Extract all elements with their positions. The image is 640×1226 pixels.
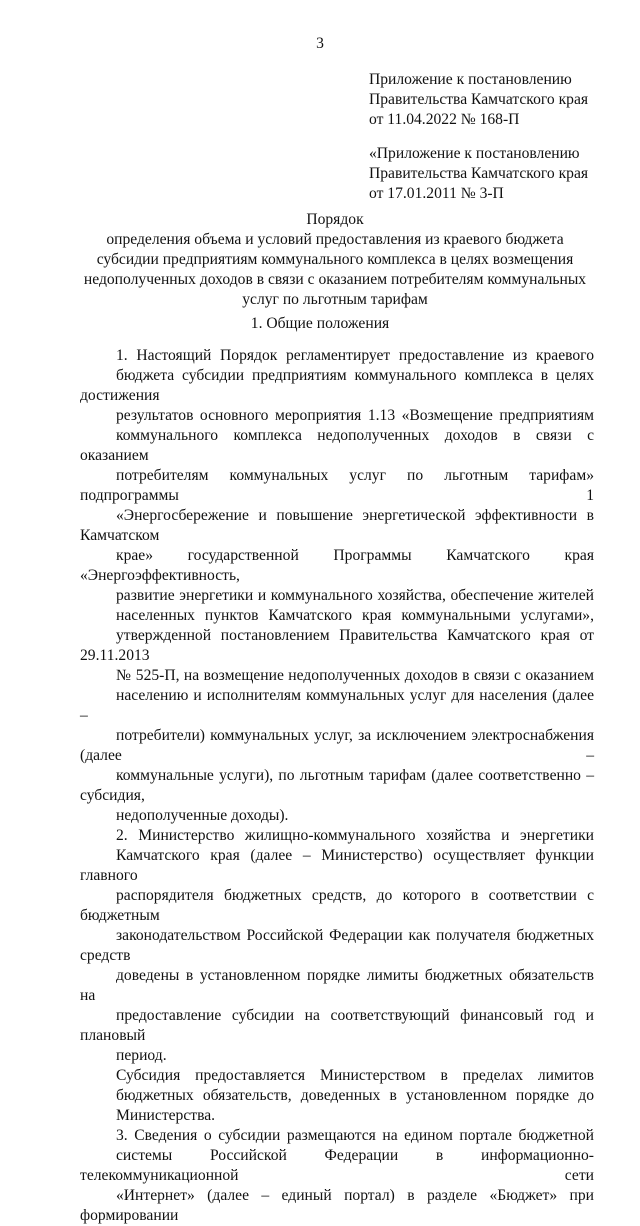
paragraph-line: коммунального комплекса недополученных доходов в связи с оказанием xyxy=(80,427,594,464)
approval-line: Приложение к постановлению xyxy=(369,71,572,88)
title-line: недополученных доходов в связи с оказанием потребителям коммунальных xyxy=(83,271,587,288)
paragraph-line: коммунальные услуги), по льготным тарифам (далее соответственно – субсидия, xyxy=(80,767,594,804)
paragraph-line: крае» государственной Программы Камчатского края «Энергоэффективность, xyxy=(80,547,594,584)
paragraph-line: потребители) коммунальных услуг, за исключением электроснабжения (далее – xyxy=(80,727,594,764)
approval-line: Правительства Камчатского края xyxy=(369,165,589,182)
paragraph-line: 3. Сведения о субсидии размещаются на едином портале бюджетной xyxy=(116,1127,594,1144)
paragraph-line: «Интернет» (далее – единый портал) в разделе «Бюджет» при формировании xyxy=(80,1187,594,1224)
paragraph-line: 2. Министерство жилищно-коммунального хозяйства и энергетики xyxy=(116,827,594,844)
paragraph-line: бюджетных обязательств, доведенных в установленном порядке до xyxy=(116,1087,594,1104)
section-heading: 1. Общие положения xyxy=(250,315,390,332)
paragraph-line: Субсидия предоставляется Министерством в пределах лимитов xyxy=(116,1067,594,1084)
body-paragraph xyxy=(80,826,594,1066)
paragraph-line: законодательством Российской Федерации как получателя бюджетных средств xyxy=(80,927,594,964)
paragraph-line: № 525-П, на возмещение недополученных доходов в связи с оказанием xyxy=(116,667,594,684)
paragraph-line: предоставление субсидии на соответствующий финансовый год и плановый xyxy=(80,1007,594,1044)
title-line: Порядок xyxy=(306,211,364,228)
body-paragraph xyxy=(80,1066,594,1126)
document-title xyxy=(80,210,590,310)
paragraph-line: системы Российской Федерации в информационно-телекоммуникационной сети xyxy=(80,1147,594,1184)
approval-stamp-original xyxy=(369,144,619,204)
paragraph-line: населенных пунктов Камчатского края коммунальными услугами», xyxy=(116,607,594,624)
page-number: 3 xyxy=(316,35,324,52)
paragraph-line: Министерства. xyxy=(116,1107,216,1124)
paragraph-line: потребителям коммунальных услуг по льготным тарифам» подпрограммы 1 xyxy=(80,467,594,504)
title-line: услуг по льготным тарифам xyxy=(242,291,428,308)
paragraph-line: период. xyxy=(116,1047,167,1064)
title-line: определения объема и условий предоставления из краевого бюджета xyxy=(106,231,564,248)
paragraph-line: доведены в установленном порядке лимиты бюджетных обязательств на xyxy=(80,967,594,1004)
body-paragraph xyxy=(80,346,594,826)
paragraph-line: недополученные доходы). xyxy=(116,807,289,824)
paragraph-line: развитие энергетики и коммунального хозяйства, обеспечение жителей xyxy=(116,587,594,604)
paragraph-line: бюджета субсидии предприятиям коммунального комплекса в целях достижения xyxy=(80,367,594,404)
approval-line: от 17.01.2011 № 3-П xyxy=(369,185,504,202)
approval-line: Правительства Камчатского края xyxy=(369,91,589,108)
paragraph-line: результатов основного мероприятия 1.13 «Возмещение предприятиям xyxy=(116,407,594,424)
approval-stamp-current xyxy=(369,70,619,130)
approval-line: «Приложение к постановлению xyxy=(369,145,580,162)
paragraph-line: утвержденной постановлением Правительства Камчатского края от 29.11.2013 xyxy=(80,627,594,664)
title-line: субсидии предприятиям коммунального комплекса в целях возмещения xyxy=(96,251,574,268)
paragraph-line: распорядителя бюджетных средств, до которого в соответствии с бюджетным xyxy=(80,887,594,924)
paragraph-line: населению и исполнителям коммунальных услуг для населения (далее – xyxy=(80,687,594,724)
approval-line: от 11.04.2022 № 168-П xyxy=(369,111,520,128)
paragraph-line: Камчатского края (далее – Министерство) осуществляет функции главного xyxy=(80,847,594,884)
paragraph-line: «Энергосбережение и повышение энергетической эффективности в Камчатском xyxy=(80,507,594,544)
paragraph-line: 1. Настоящий Порядок регламентирует предоставление из краевого xyxy=(116,347,594,364)
document-body xyxy=(80,346,594,1226)
body-paragraph xyxy=(80,1126,594,1226)
